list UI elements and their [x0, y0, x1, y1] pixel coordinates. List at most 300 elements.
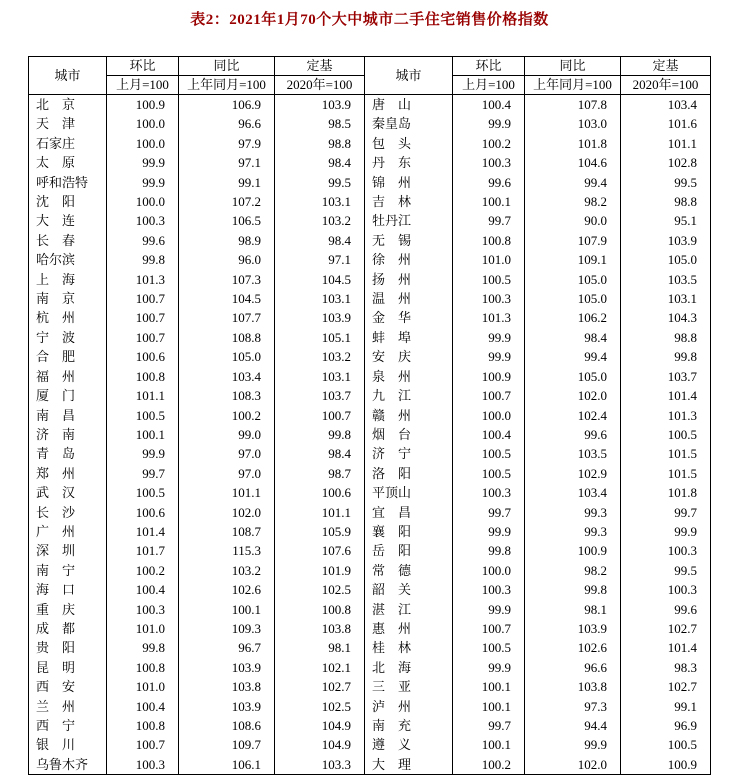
subheader-yoy-left: 上年同月=100 [179, 76, 275, 95]
city-cell: 西 宁 [29, 716, 107, 735]
value-cell: 102.5 [275, 697, 365, 716]
city-cell: 扬 州 [365, 270, 453, 289]
value-cell: 100.9 [621, 755, 711, 775]
value-cell: 108.6 [179, 716, 275, 735]
city-cell: 兰 州 [29, 697, 107, 716]
header-mom-left: 环比 [107, 57, 179, 76]
value-cell: 101.3 [453, 308, 525, 327]
value-cell: 100.5 [453, 270, 525, 289]
value-cell: 100.0 [453, 561, 525, 580]
value-cell: 100.5 [453, 444, 525, 463]
city-cell: 锦 州 [365, 173, 453, 192]
city-cell: 广 州 [29, 522, 107, 541]
value-cell: 100.0 [453, 406, 525, 425]
city-cell: 武 汉 [29, 483, 107, 502]
value-cell: 100.7 [107, 735, 179, 754]
header-yoy-left: 同比 [179, 57, 275, 76]
table-row [29, 561, 711, 580]
value-cell: 98.8 [275, 134, 365, 153]
table-row [29, 211, 711, 230]
value-cell: 100.1 [179, 600, 275, 619]
value-cell: 104.6 [525, 153, 621, 172]
value-cell: 97.0 [179, 444, 275, 463]
value-cell: 97.0 [179, 464, 275, 483]
value-cell: 99.9 [453, 600, 525, 619]
value-cell: 101.4 [621, 638, 711, 657]
table-row [29, 619, 711, 638]
value-cell: 108.7 [179, 522, 275, 541]
subheader-yoy-right: 上年同月=100 [525, 76, 621, 95]
header-base-right: 定基 [621, 57, 711, 76]
value-cell: 101.0 [453, 250, 525, 269]
table-row [29, 658, 711, 677]
value-cell: 90.0 [525, 211, 621, 230]
value-cell: 101.4 [107, 522, 179, 541]
table-row [29, 386, 711, 405]
table-row [29, 328, 711, 347]
value-cell: 100.5 [453, 464, 525, 483]
value-cell: 100.9 [453, 367, 525, 386]
value-cell: 99.5 [621, 173, 711, 192]
value-cell: 100.5 [621, 735, 711, 754]
city-cell: 遵 义 [365, 735, 453, 754]
value-cell: 103.5 [621, 270, 711, 289]
city-cell: 韶 关 [365, 580, 453, 599]
value-cell: 102.0 [179, 503, 275, 522]
value-cell: 98.3 [621, 658, 711, 677]
value-cell: 102.1 [275, 658, 365, 677]
page-title: 表2：2021年1月70个大中城市二手住宅销售价格指数 [190, 12, 549, 28]
subheader-base-left: 2020年=100 [275, 76, 365, 95]
value-cell: 102.9 [525, 464, 621, 483]
city-cell: 合 肥 [29, 347, 107, 366]
value-cell: 103.9 [179, 697, 275, 716]
table-row [29, 153, 711, 172]
header-base-left: 定基 [275, 57, 365, 76]
value-cell: 100.7 [107, 289, 179, 308]
city-cell: 杭 州 [29, 308, 107, 327]
table-row [29, 347, 711, 366]
city-cell: 银 川 [29, 735, 107, 754]
table-body [29, 95, 711, 775]
table-row [29, 697, 711, 716]
value-cell: 99.9 [621, 522, 711, 541]
value-cell: 103.1 [275, 289, 365, 308]
value-cell: 101.3 [621, 406, 711, 425]
table-row [29, 755, 711, 775]
value-cell: 96.9 [621, 716, 711, 735]
city-cell: 湛 江 [365, 600, 453, 619]
value-cell: 99.7 [453, 211, 525, 230]
value-cell: 108.3 [179, 386, 275, 405]
table-row [29, 522, 711, 541]
value-cell: 99.3 [525, 503, 621, 522]
table-row [29, 95, 711, 115]
header-city-right: 城市 [365, 57, 453, 95]
city-cell: 乌鲁木齐 [29, 755, 107, 775]
value-cell: 99.9 [107, 173, 179, 192]
value-cell: 101.1 [275, 503, 365, 522]
value-cell: 100.4 [107, 697, 179, 716]
value-cell: 98.7 [275, 464, 365, 483]
city-cell: 惠 州 [365, 619, 453, 638]
value-cell: 100.8 [275, 600, 365, 619]
value-cell: 100.6 [275, 483, 365, 502]
table-row [29, 425, 711, 444]
value-cell: 101.1 [621, 134, 711, 153]
value-cell: 103.9 [525, 619, 621, 638]
table-row [29, 483, 711, 502]
value-cell: 103.1 [621, 289, 711, 308]
value-cell: 98.2 [525, 192, 621, 211]
value-cell: 100.1 [453, 677, 525, 696]
value-cell: 99.9 [107, 153, 179, 172]
city-cell: 西 安 [29, 677, 107, 696]
city-cell: 包 头 [365, 134, 453, 153]
city-cell: 长 沙 [29, 503, 107, 522]
value-cell: 100.4 [107, 580, 179, 599]
value-cell: 99.7 [107, 464, 179, 483]
city-cell: 三 亚 [365, 677, 453, 696]
value-cell: 99.8 [621, 347, 711, 366]
value-cell: 103.9 [621, 231, 711, 250]
value-cell: 100.8 [107, 716, 179, 735]
city-cell: 贵 阳 [29, 638, 107, 657]
value-cell: 101.6 [621, 114, 711, 133]
value-cell: 100.6 [107, 503, 179, 522]
city-cell: 成 都 [29, 619, 107, 638]
value-cell: 100.9 [525, 541, 621, 560]
value-cell: 103.9 [275, 95, 365, 115]
city-cell: 太 原 [29, 153, 107, 172]
city-cell: 上 海 [29, 270, 107, 289]
value-cell: 99.6 [107, 231, 179, 250]
value-cell: 100.6 [107, 347, 179, 366]
subheader-mom-left: 上月=100 [107, 76, 179, 95]
value-cell: 101.8 [525, 134, 621, 153]
city-cell: 哈尔滨 [29, 250, 107, 269]
value-cell: 102.6 [179, 580, 275, 599]
value-cell: 100.3 [621, 541, 711, 560]
value-cell: 105.0 [525, 289, 621, 308]
value-cell: 101.8 [621, 483, 711, 502]
value-cell: 101.0 [107, 677, 179, 696]
city-cell: 宜 昌 [365, 503, 453, 522]
value-cell: 115.3 [179, 541, 275, 560]
value-cell: 103.0 [525, 114, 621, 133]
value-cell: 98.4 [275, 231, 365, 250]
table-row [29, 638, 711, 657]
value-cell: 100.7 [275, 406, 365, 425]
city-cell: 重 庆 [29, 600, 107, 619]
city-cell: 九 江 [365, 386, 453, 405]
value-cell: 99.5 [275, 173, 365, 192]
value-cell: 100.2 [107, 561, 179, 580]
city-cell: 吉 林 [365, 192, 453, 211]
value-cell: 99.7 [453, 503, 525, 522]
value-cell: 103.8 [179, 677, 275, 696]
value-cell: 100.0 [107, 114, 179, 133]
table-row [29, 464, 711, 483]
value-cell: 102.7 [621, 677, 711, 696]
city-cell: 福 州 [29, 367, 107, 386]
value-cell: 100.3 [621, 580, 711, 599]
value-cell: 100.8 [453, 231, 525, 250]
value-cell: 109.3 [179, 619, 275, 638]
table-row [29, 114, 711, 133]
value-cell: 104.9 [275, 735, 365, 754]
value-cell: 103.8 [525, 677, 621, 696]
value-cell: 100.4 [453, 425, 525, 444]
city-cell: 济 宁 [365, 444, 453, 463]
value-cell: 99.7 [453, 716, 525, 735]
city-cell: 北 京 [29, 95, 107, 115]
value-cell: 98.5 [275, 114, 365, 133]
value-cell: 99.8 [275, 425, 365, 444]
city-cell: 南 京 [29, 289, 107, 308]
value-cell: 98.4 [275, 444, 365, 463]
value-cell: 105.0 [621, 250, 711, 269]
value-cell: 102.4 [525, 406, 621, 425]
table-row [29, 735, 711, 754]
table-row [29, 134, 711, 153]
value-cell: 101.7 [107, 541, 179, 560]
value-cell: 101.5 [621, 444, 711, 463]
city-cell: 襄 阳 [365, 522, 453, 541]
value-cell: 100.7 [453, 386, 525, 405]
value-cell: 103.5 [525, 444, 621, 463]
value-cell: 109.1 [525, 250, 621, 269]
city-cell: 泉 州 [365, 367, 453, 386]
value-cell: 100.3 [453, 289, 525, 308]
value-cell: 101.5 [621, 464, 711, 483]
value-cell: 94.4 [525, 716, 621, 735]
value-cell: 109.7 [179, 735, 275, 754]
table-row [29, 600, 711, 619]
city-cell: 青 岛 [29, 444, 107, 463]
value-cell: 102.6 [525, 638, 621, 657]
city-cell: 常 德 [365, 561, 453, 580]
value-cell: 98.4 [275, 153, 365, 172]
value-cell: 99.6 [525, 425, 621, 444]
value-cell: 107.9 [525, 231, 621, 250]
city-cell: 厦 门 [29, 386, 107, 405]
value-cell: 98.9 [179, 231, 275, 250]
value-cell: 103.1 [275, 367, 365, 386]
value-cell: 102.0 [525, 386, 621, 405]
value-cell: 100.0 [107, 134, 179, 153]
city-cell: 洛 阳 [365, 464, 453, 483]
value-cell: 100.7 [453, 619, 525, 638]
value-cell: 100.3 [453, 580, 525, 599]
value-cell: 105.0 [525, 367, 621, 386]
subheader-base-right: 2020年=100 [621, 76, 711, 95]
subheader-mom-right: 上月=100 [453, 76, 525, 95]
value-cell: 97.3 [525, 697, 621, 716]
value-cell: 99.8 [525, 580, 621, 599]
city-cell: 赣 州 [365, 406, 453, 425]
city-cell: 北 海 [365, 658, 453, 677]
value-cell: 99.9 [107, 444, 179, 463]
value-cell: 96.6 [525, 658, 621, 677]
value-cell: 101.0 [107, 619, 179, 638]
value-cell: 99.5 [621, 561, 711, 580]
value-cell: 99.9 [525, 735, 621, 754]
city-cell: 南 宁 [29, 561, 107, 580]
value-cell: 101.1 [107, 386, 179, 405]
value-cell: 103.2 [275, 347, 365, 366]
value-cell: 104.5 [179, 289, 275, 308]
city-cell: 泸 州 [365, 697, 453, 716]
value-cell: 99.8 [107, 250, 179, 269]
value-cell: 100.1 [453, 192, 525, 211]
value-cell: 103.4 [179, 367, 275, 386]
city-cell: 南 充 [365, 716, 453, 735]
city-cell: 昆 明 [29, 658, 107, 677]
header-yoy-right: 同比 [525, 57, 621, 76]
city-cell: 秦皇岛 [365, 114, 453, 133]
table-row [29, 677, 711, 696]
value-cell: 100.1 [453, 735, 525, 754]
value-cell: 98.1 [275, 638, 365, 657]
city-cell: 宁 波 [29, 328, 107, 347]
value-cell: 103.1 [275, 192, 365, 211]
city-cell: 丹 东 [365, 153, 453, 172]
value-cell: 99.1 [621, 697, 711, 716]
value-cell: 107.8 [525, 95, 621, 115]
value-cell: 100.3 [107, 211, 179, 230]
value-cell: 97.1 [179, 153, 275, 172]
table-row [29, 580, 711, 599]
value-cell: 100.5 [107, 406, 179, 425]
value-cell: 107.3 [179, 270, 275, 289]
value-cell: 101.4 [621, 386, 711, 405]
value-cell: 98.8 [621, 328, 711, 347]
table-row [29, 444, 711, 463]
header-city-left: 城市 [29, 57, 107, 95]
value-cell: 103.7 [275, 386, 365, 405]
city-cell: 沈 阳 [29, 192, 107, 211]
value-cell: 106.2 [525, 308, 621, 327]
value-cell: 105.1 [275, 328, 365, 347]
value-cell: 103.4 [525, 483, 621, 502]
table-header [29, 57, 711, 95]
value-cell: 96.0 [179, 250, 275, 269]
value-cell: 99.4 [525, 347, 621, 366]
value-cell: 98.4 [525, 328, 621, 347]
city-cell: 温 州 [365, 289, 453, 308]
value-cell: 102.7 [275, 677, 365, 696]
table-row [29, 406, 711, 425]
value-cell: 103.9 [179, 658, 275, 677]
value-cell: 100.8 [107, 658, 179, 677]
city-cell: 唐 山 [365, 95, 453, 115]
value-cell: 104.5 [275, 270, 365, 289]
value-cell: 104.9 [275, 716, 365, 735]
value-cell: 101.9 [275, 561, 365, 580]
value-cell: 102.8 [621, 153, 711, 172]
city-cell: 徐 州 [365, 250, 453, 269]
table-row [29, 503, 711, 522]
header-row-main [29, 57, 711, 76]
value-cell: 107.6 [275, 541, 365, 560]
table-row [29, 231, 711, 250]
value-cell: 103.2 [275, 211, 365, 230]
value-cell: 99.9 [453, 114, 525, 133]
value-cell: 103.9 [275, 308, 365, 327]
value-cell: 100.5 [107, 483, 179, 502]
city-cell: 呼和浩特 [29, 173, 107, 192]
value-cell: 100.5 [453, 638, 525, 657]
value-cell: 99.8 [453, 541, 525, 560]
value-cell: 100.3 [107, 755, 179, 775]
value-cell: 107.7 [179, 308, 275, 327]
value-cell: 100.3 [453, 153, 525, 172]
table-row [29, 270, 711, 289]
city-cell: 桂 林 [365, 638, 453, 657]
city-cell: 石家庄 [29, 134, 107, 153]
value-cell: 100.7 [107, 328, 179, 347]
value-cell: 103.8 [275, 619, 365, 638]
city-cell: 平顶山 [365, 483, 453, 502]
value-cell: 102.0 [525, 755, 621, 775]
city-cell: 郑 州 [29, 464, 107, 483]
table-row [29, 308, 711, 327]
value-cell: 103.4 [621, 95, 711, 115]
value-cell: 107.2 [179, 192, 275, 211]
value-cell: 98.1 [525, 600, 621, 619]
city-cell: 济 南 [29, 425, 107, 444]
value-cell: 105.0 [525, 270, 621, 289]
table-row [29, 541, 711, 560]
value-cell: 100.2 [453, 134, 525, 153]
table-row [29, 289, 711, 308]
value-cell: 99.1 [179, 173, 275, 192]
value-cell: 98.8 [621, 192, 711, 211]
city-cell: 海 口 [29, 580, 107, 599]
value-cell: 99.6 [453, 173, 525, 192]
value-cell: 102.7 [621, 619, 711, 638]
value-cell: 100.9 [107, 95, 179, 115]
value-cell: 103.3 [275, 755, 365, 775]
value-cell: 99.9 [453, 347, 525, 366]
price-index-table [28, 56, 711, 775]
value-cell: 106.5 [179, 211, 275, 230]
city-cell: 蚌 埠 [365, 328, 453, 347]
value-cell: 97.1 [275, 250, 365, 269]
table-row [29, 716, 711, 735]
value-cell: 105.0 [179, 347, 275, 366]
value-cell: 99.9 [453, 328, 525, 347]
value-cell: 99.0 [179, 425, 275, 444]
city-cell: 无 锡 [365, 231, 453, 250]
value-cell: 100.5 [621, 425, 711, 444]
value-cell: 100.3 [453, 483, 525, 502]
value-cell: 96.7 [179, 638, 275, 657]
table-row [29, 367, 711, 386]
table-row [29, 192, 711, 211]
value-cell: 100.8 [107, 367, 179, 386]
city-cell: 牡丹江 [365, 211, 453, 230]
city-cell: 烟 台 [365, 425, 453, 444]
value-cell: 100.2 [453, 755, 525, 775]
value-cell: 100.2 [179, 406, 275, 425]
value-cell: 106.1 [179, 755, 275, 775]
value-cell: 99.3 [525, 522, 621, 541]
value-cell: 100.0 [107, 192, 179, 211]
value-cell: 99.6 [621, 600, 711, 619]
city-cell: 大 连 [29, 211, 107, 230]
